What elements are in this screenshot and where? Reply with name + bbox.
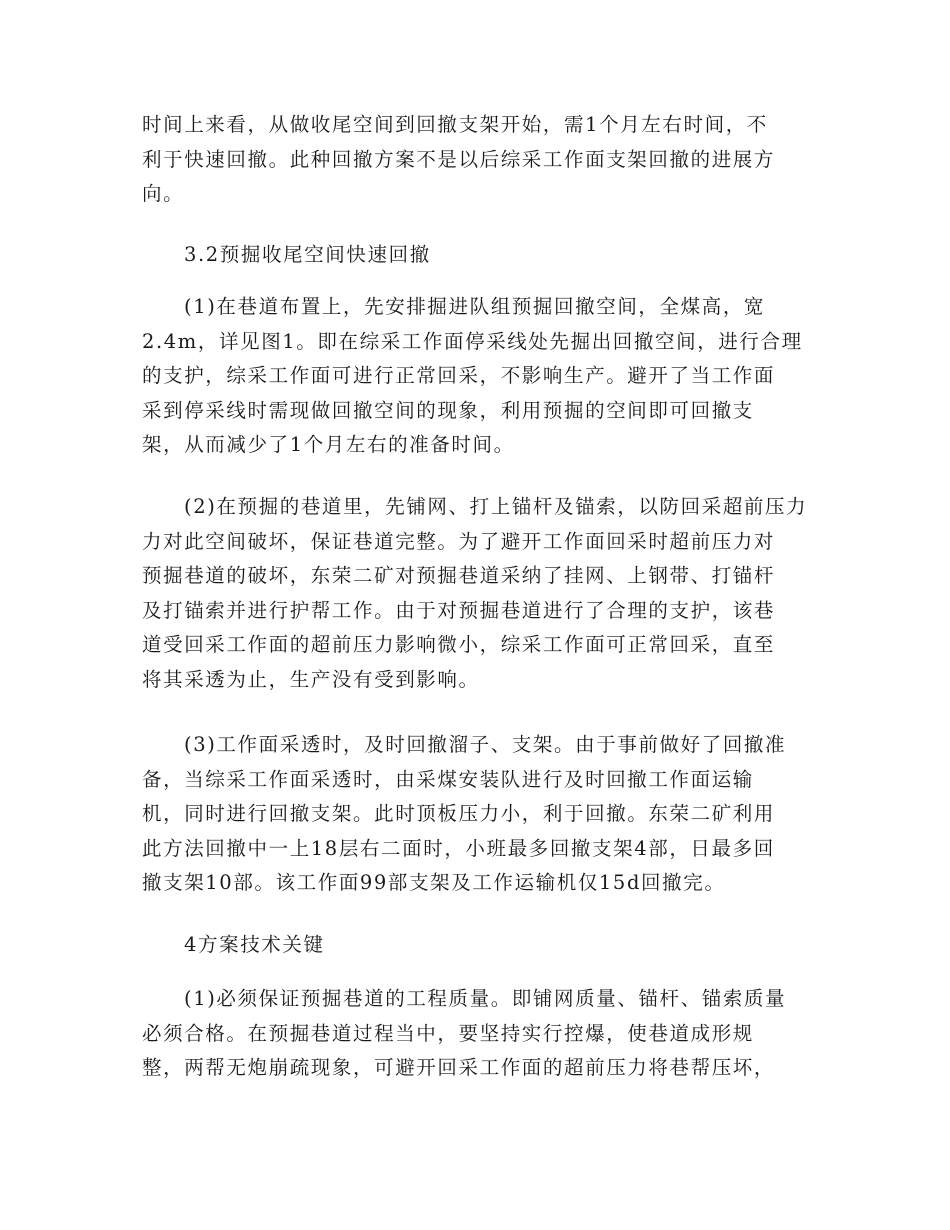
heading-text: 3.2预掘收尾空间快速回撤 — [184, 243, 431, 266]
text-line: 架，从而减少了1个月左右的准备时间。 — [142, 433, 515, 456]
text-line: 及打锚索并进行护帮工作。由于对预掘巷道进行了合理的支护，该巷 — [142, 598, 776, 622]
text-line: 撤支架10部。该工作面99部支架及工作运输机仅15d回撤完。 — [142, 871, 726, 894]
text-line: (3)工作面采透时，及时回撤溜子、支架。由于事前做好了回撤准 — [184, 733, 787, 756]
text-line: 整，两帮无炮崩疏现象，可避开回采工作面的超前压力将巷帮压坏， — [142, 1056, 776, 1079]
text-line: 力对此空间破坏，保证巷道完整。为了避开工作面回采时超前压力对 — [142, 529, 776, 553]
section-heading-3-2 — [142, 238, 812, 273]
text-line: 必须合格。在预掘巷道过程当中，要坚持实行控爆，使巷道成形规 — [142, 1021, 754, 1045]
text-line: 的支护，综采工作面可进行正常回采，不影响生产。避开了当工作面 — [142, 364, 776, 387]
text-line: 利于快速回撤。此种回撤方案不是以后综采工作面支架回撤的进展方 — [142, 147, 776, 171]
paragraph-item-2 — [142, 490, 812, 697]
text-line: (1)必须保证预掘巷道的工程质量。即铺网质量、锚杆、锚索质量 — [184, 987, 787, 1010]
text-line: 机，同时进行回撤支架。此时顶板压力小，利于回撤。东荣二矿利用 — [142, 802, 776, 825]
paragraph-key-1 — [142, 982, 812, 1086]
text-line: 时间上来看，从做收尾空间到回撤支架开始，需1个月左右时间，不 — [142, 113, 768, 136]
text-line: 2.4m，详见图1。即在综采工作面停采线处先掘出回撤空间，进行合理 — [142, 329, 803, 353]
paragraph-item-1 — [142, 290, 812, 463]
text-line: 备，当综采工作面采透时，由采煤安装队进行及时回撤工作面运输 — [142, 767, 754, 791]
heading-text: 4方案技术关键 — [184, 933, 325, 956]
text-line: (2)在预掘的巷道里，先铺网、打上锚杆及锚索，以防回采超前压力 — [184, 495, 808, 518]
section-heading-4 — [142, 928, 812, 963]
text-line: 将其采透为止，生产没有受到影响。 — [142, 667, 480, 691]
paragraph-item-3 — [142, 728, 812, 901]
text-line: 此方法回撤中一上18层右二面时，小班最多回撤支架4部，日最多回 — [142, 836, 775, 860]
text-line: 预掘巷道的破坏，东荣二矿对预掘巷道采纳了挂网、上钢带、打锚杆 — [142, 564, 776, 587]
text-line: 道受回采工作面的超前压力影响微小，综采工作面可正常回采，直至 — [142, 633, 776, 656]
text-line: 向。 — [142, 182, 185, 205]
text-line: 采到停采线时需现做回撤空间的现象，利用预掘的空间即可回撤支 — [142, 398, 754, 422]
paragraph-1 — [142, 108, 812, 212]
text-line: (1)在巷道布置上，先安排掘进队组预掘回撤空间，全煤高，宽 — [184, 295, 766, 318]
